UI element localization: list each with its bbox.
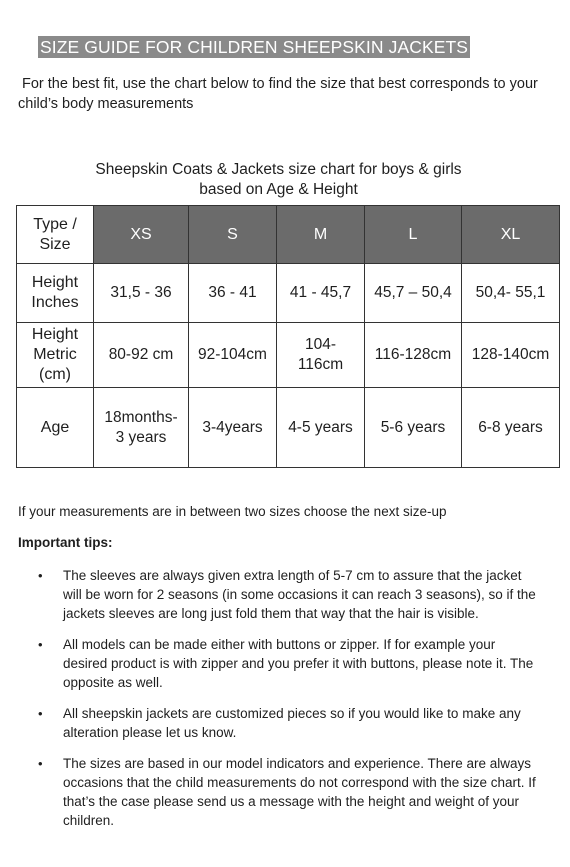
table-cell: 41 - 45,7 [277,264,365,323]
size-header-xs: XS [94,206,189,264]
table-cell: 92-104cm [189,323,277,388]
corner-label-line-1: Type / [33,215,77,233]
table-cell: 3-4years [189,388,277,468]
tip-text: All models can be made either with buttons or zipper. If for example your desired product is with zipper and you prefer it with buttons, please note it. The opposite as well. [63,637,534,690]
table-cell: 50,4- 55,1 [462,264,560,323]
row-label-height-metric [17,323,94,388]
tips-list [0,566,560,842]
table-cell: 104- 116cm [277,323,365,388]
table-cell: 4-5 years [277,388,365,468]
chart-title-line-1: Sheepskin Coats & Jackets size chart for boys & girls [95,161,462,178]
size-chart-table [16,205,560,468]
size-header-m: M [277,206,365,264]
list-item [0,566,560,623]
intro-text: For the best fit, use the chart below to find the size that best corresponds to your child’s body measurements [18,76,538,112]
bullet-icon: • [38,756,43,771]
bullet-icon: • [38,568,43,583]
bullet-icon: • [38,706,43,721]
title-block [38,36,470,58]
row-label-age [17,388,94,468]
tip-text: The sleeves are always given extra length of 5-7 cm to assure that the jacket will be worn for 2 seasons (in some occasions it can reach 3 seasons), so if the jackets sleeves are long just fold them that way that the hair is visible. [63,568,536,621]
row-label-line: Height [31,326,79,343]
table-cell: 36 - 41 [189,264,277,323]
row-label-line: (cm) [39,366,71,383]
table-cell: 128-140cm [462,323,560,388]
table-row [17,264,560,323]
bullet-icon: • [38,637,43,652]
table-cell: 18months- 3 years [94,388,189,468]
size-header-xl: XL [462,206,560,264]
tips-heading: Important tips: [18,535,113,550]
table-row [17,323,560,388]
list-item [0,754,560,830]
row-label-line: Age [40,418,70,436]
page-title: SIZE GUIDE FOR CHILDREN SHEEPSKIN JACKETS [40,37,469,57]
tip-text: All sheepskin jackets are customized pieces so if you would like to make any alteration please let us know. [63,706,521,740]
row-label-height-inches [17,264,94,323]
corner-header-cell [17,206,94,264]
list-item [0,704,560,742]
table-cell: 116-128cm [365,323,462,388]
chart-title [0,160,557,200]
row-label-line: Height [31,274,79,291]
tip-text: The sizes are based in our model indicators and experience. There are always occasions that the child measurements do not correspond with the size chart. If that’s the case please send us a message with the height and weight of your children. [63,756,536,828]
table-cell: 45,7 – 50,4 [365,264,462,323]
table-row [17,388,560,468]
row-label-line: Inches [31,294,79,311]
row-label-line: Metric [33,346,77,363]
size-header-l: L [365,206,462,264]
size-up-note: If your measurements are in between two sizes choose the next size-up [18,504,447,519]
table-cell: 5-6 years [365,388,462,468]
table-cell: 80-92 cm [94,323,189,388]
size-header-s: S [189,206,277,264]
table-cell: 31,5 - 36 [94,264,189,323]
table-cell: 6-8 years [462,388,560,468]
chart-title-line-2: based on Age & Height [199,181,358,198]
table-header-row [17,206,560,264]
list-item [0,635,560,692]
corner-label-line-2: Size [39,235,71,253]
